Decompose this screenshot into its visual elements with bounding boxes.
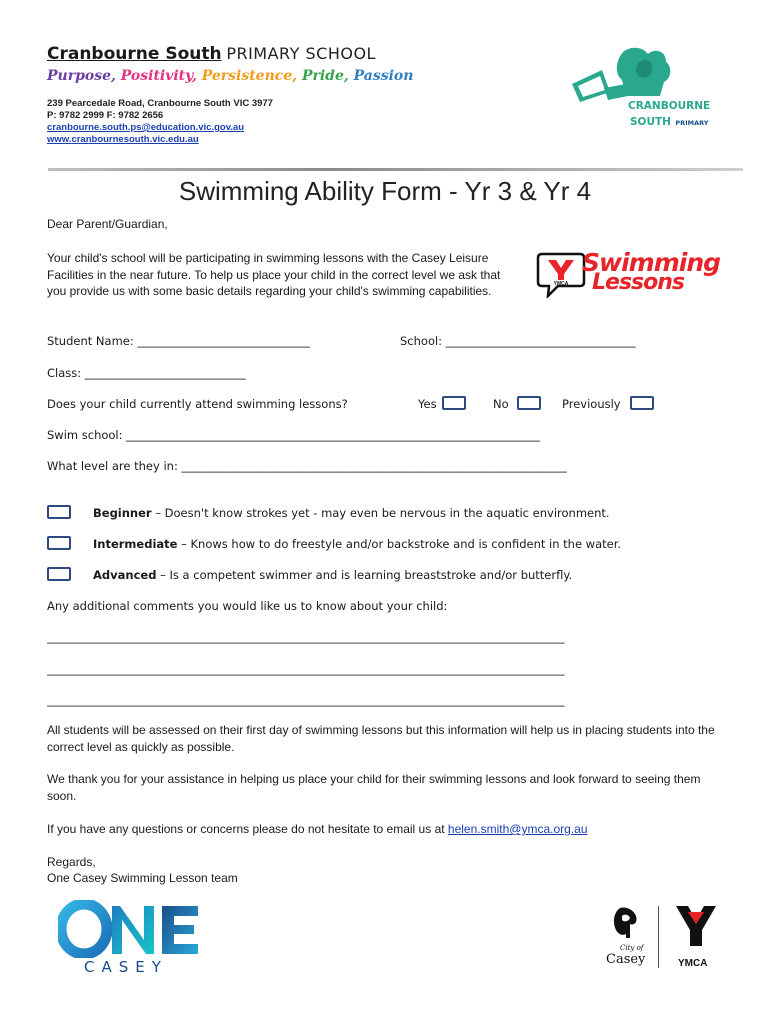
city-of-label: City of — [620, 944, 644, 952]
swim-logo-line2: Lessons — [592, 270, 684, 295]
header-divider — [48, 168, 743, 171]
regards: Regards, — [47, 855, 96, 869]
motto-word: Positivity, — [120, 68, 197, 84]
logo-divider — [658, 906, 659, 968]
beginner-option — [93, 506, 610, 520]
one-logo-graphic — [58, 900, 208, 958]
comment-line-1[interactable]: __________________________________________________________________________________________ — [47, 630, 565, 644]
school-address: 239 Pearcedale Road, Cranbourne South VIC 3977 — [47, 98, 273, 109]
intermediate-option — [93, 537, 621, 551]
school-website-link[interactable]: www.cranbournesouth.vic.edu.au — [47, 134, 199, 145]
partner-logos — [602, 904, 724, 974]
intermediate-checkbox[interactable] — [47, 536, 71, 550]
ymca-label: YMCA — [678, 958, 708, 969]
contact-email-link[interactable]: helen.smith@ymca.org.au — [447, 822, 588, 836]
no-label: No — [493, 397, 509, 411]
intermediate-desc: – Knows how to do freestyle and/or backstroke and is confident in the water. — [177, 537, 622, 551]
advanced-checkbox[interactable] — [47, 567, 71, 581]
logo-primary: PRIMARY — [675, 119, 709, 127]
attend-question: Does your child currently attend swimming lessons? — [47, 397, 348, 411]
greeting: Dear Parent/Guardian, — [47, 217, 168, 231]
no-checkbox[interactable] — [517, 396, 541, 410]
logo-south: SOUTH — [630, 116, 671, 128]
yes-checkbox[interactable] — [442, 396, 466, 410]
school-logo — [568, 44, 711, 128]
beginner-checkbox[interactable] — [47, 505, 71, 519]
beginner-desc: – Doesn't know strokes yet - may even be nervous in the aquatic environment. — [151, 506, 610, 520]
school-motto — [47, 68, 413, 84]
school-field[interactable]: School: _________________________________ — [400, 334, 636, 348]
school-brand: Cranbourne South — [47, 44, 222, 64]
previously-label: Previously — [562, 397, 621, 411]
casey-wordmark: CASEY — [84, 958, 168, 976]
previously-checkbox[interactable] — [630, 396, 654, 410]
ymca-speech-badge-icon — [536, 250, 586, 298]
advanced-name: Advanced — [93, 568, 157, 582]
motto-word: Pride, — [301, 68, 349, 84]
comments-label: Any additional comments you would like us to know about your child: — [47, 599, 448, 613]
ymca-icon — [674, 904, 718, 948]
logo-text-cranbourne: CRANBOURNE — [628, 100, 711, 112]
beginner-name: Beginner — [93, 506, 152, 520]
motto-word: Passion — [353, 68, 414, 84]
city-of-casey-icon — [604, 904, 644, 944]
intro-paragraph: Your child's school will be participating in swimming lessons with the Casey Leisure Facilities in the near future. To help us place your child in the correct level we ask that you provide us with some basic details regarding your child's swimming capabilities. — [47, 251, 501, 298]
swimming-lessons-logo — [536, 246, 721, 302]
advanced-option — [93, 568, 572, 582]
questions-note — [47, 821, 727, 838]
comment-line-3[interactable]: __________________________________________________________________________________________ — [47, 693, 565, 707]
yes-label: Yes — [418, 397, 437, 411]
one-casey-logo — [58, 900, 208, 980]
school-name — [47, 44, 376, 64]
student-name-field[interactable]: Student Name: ______________________________ — [47, 334, 310, 348]
swim-logo-line1: Swimming — [582, 248, 721, 277]
level-field[interactable]: What level are they in: ___________________________________________________________________ — [47, 459, 567, 473]
motto-word: Purpose, — [47, 68, 116, 84]
assessment-note: All students will be assessed on their first day of swimming lessons but this information will help us in placing students into the correct level as quickly as possible. — [47, 723, 715, 754]
thanks-note: We thank you for your assistance in helping us place your child for their swimming lessons and look forward to seeing them soon. — [47, 772, 701, 803]
swim-badge-text: YMCA — [553, 281, 569, 287]
logo-text-south — [630, 112, 708, 130]
page-title: Swimming Ability Form - Yr 3 & Yr 4 — [178, 176, 592, 206]
intermediate-name: Intermediate — [93, 537, 178, 551]
school-primary: PRIMARY SCHOOL — [226, 44, 376, 63]
school-phone: P: 9782 2999 F: 9782 2656 — [47, 110, 164, 121]
questions-prefix: If you have any questions or concerns please do not hesitate to email us at — [47, 822, 448, 836]
class-field[interactable]: Class: ____________________________ — [47, 366, 246, 380]
city-casey-label: Casey — [606, 952, 646, 967]
motto-word: Persistence, — [201, 68, 298, 84]
swim-school-field[interactable]: Swim school: ________________________________________________________________________ — [47, 428, 541, 442]
advanced-desc: – Is a competent swimmer and is learning breaststroke and/or butterfly. — [156, 568, 573, 582]
comment-line-2[interactable]: __________________________________________________________________________________________ — [47, 662, 565, 676]
team-signoff: One Casey Swimming Lesson team — [47, 871, 238, 885]
school-email-link[interactable]: cranbourne.south.ps@education.vic.gov.au — [47, 122, 245, 133]
